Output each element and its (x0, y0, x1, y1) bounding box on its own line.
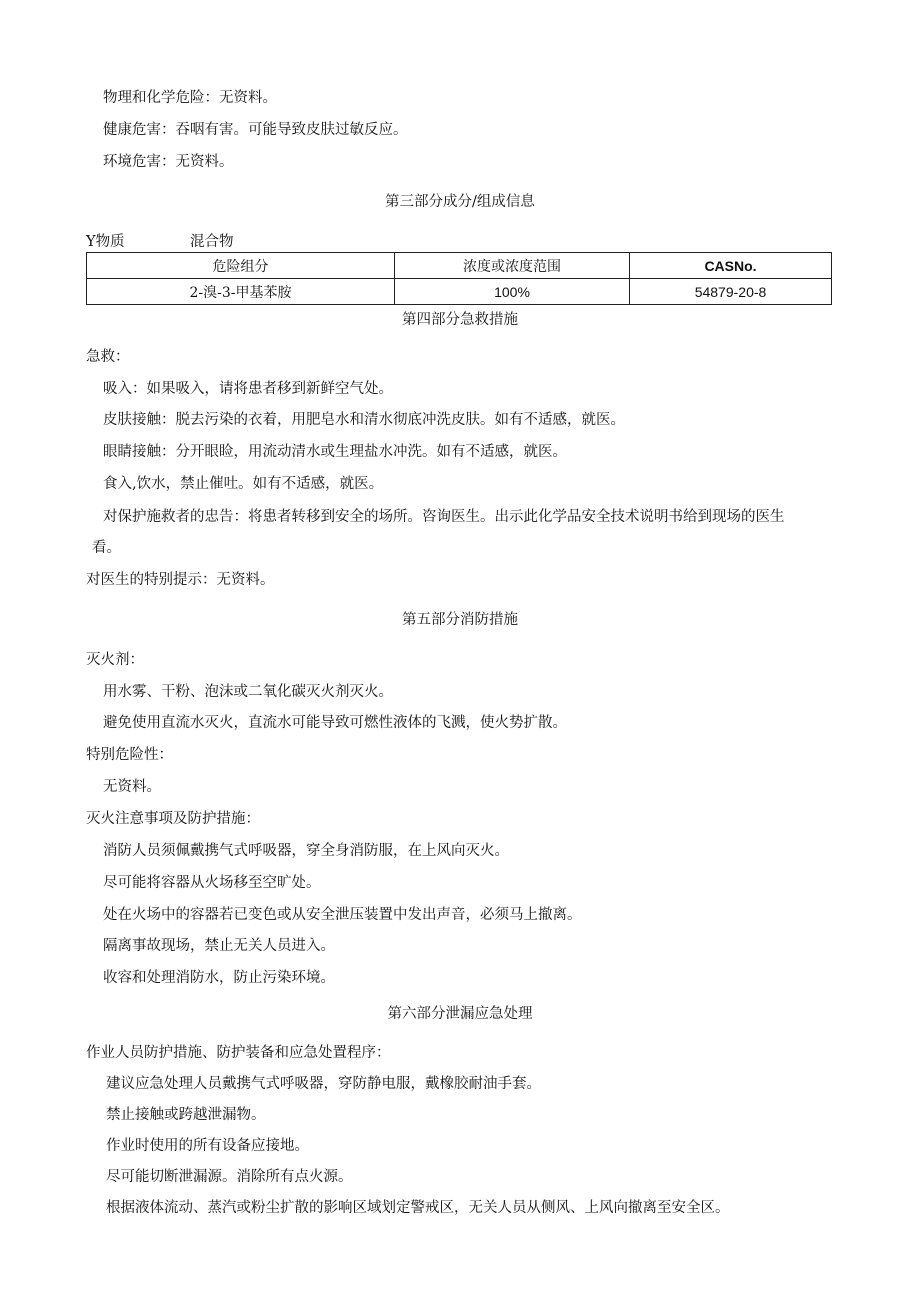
first-aid-label: 急救： (86, 349, 130, 365)
emergency-procedure-5: 根据液体流动、蒸汽或粉尘扩散的影响区域划定警戒区，无关人员从侧风、上风向撤离至安全区。 (106, 1200, 730, 1216)
header-cas: CASNo. (630, 253, 832, 279)
firefighting-precaution-2: 尽可能将容器从火场移至空旷处。 (103, 875, 321, 891)
header-component: 危险组分 (87, 253, 395, 279)
table-row (87, 279, 832, 305)
substance-label: Y物质 (86, 234, 125, 250)
section-5-heading: 第五部分消防措施 (402, 612, 518, 628)
cell-component: 2-溴-3-甲基苯胺 (87, 279, 395, 305)
section-4-heading: 第四部分急救措施 (402, 312, 518, 328)
table-header-row (87, 253, 832, 279)
cell-cas: 54879-20-8 (630, 279, 832, 305)
doctor-note-text: 对医生的特别提示：无资料。 (86, 572, 275, 588)
section-6-heading: 第六部分泄漏应急处理 (387, 1006, 533, 1022)
health-hazard-text: 健康危害：吞咽有害。可能导致皮肤过敏反应。 (103, 122, 408, 138)
emergency-procedure-1: 建议应急处理人员戴携气式呼吸器，穿防静电服，戴橡胶耐油手套。 (106, 1076, 541, 1092)
composition-table (86, 252, 832, 305)
firefighting-precaution-1: 消防人员须佩戴携气式呼吸器，穿全身消防服，在上风向灭火。 (103, 843, 509, 859)
rescuer-advice-text: 对保护施救者的忠告：将患者转移到安全的场所。咨询医生。出示此化学品安全技术说明书给到现场的医生 (103, 509, 785, 525)
emergency-procedure-label: 作业人员防护措施、防护装备和应急处置程序： (86, 1045, 391, 1061)
eye-contact-text: 眼睛接触：分开眼睑，用流动清水或生理盐水冲洗。如有不适感，就医。 (103, 444, 567, 460)
special-hazard-label: 特别危险性： (86, 747, 173, 763)
extinguishing-agent-text-1: 用水雾、干粉、泡沫或二氧化碳灭火剂灭火。 (103, 684, 393, 700)
firefighting-precaution-4: 隔离事故现场，禁止无关人员进入。 (103, 938, 335, 954)
extinguishing-agent-text-2: 避免使用直流水灭火，直流水可能导致可燃性液体的飞溅，使火势扩散。 (103, 715, 567, 731)
firefighting-precaution-3: 处在火场中的容器若已变色或从安全泄压装置中发出声音，必须马上撤离。 (103, 907, 582, 923)
emergency-procedure-4: 尽可能切断泄漏源。消除所有点火源。 (106, 1169, 353, 1185)
extinguishing-agent-label: 灭火剂： (86, 652, 144, 668)
header-concentration: 浓度或浓度范围 (395, 253, 630, 279)
cell-concentration: 100% (395, 279, 630, 305)
mixture-label: 混合物 (190, 234, 234, 250)
ingestion-text: 食入,饮水，禁止催吐。如有不适感，就医。 (103, 476, 384, 492)
rescuer-advice-continuation: 看。 (92, 540, 121, 556)
special-hazard-text: 无资料。 (103, 779, 161, 795)
environment-hazard-text: 环境危害：无资料。 (103, 154, 234, 170)
firefighting-precaution-5: 收容和处理消防水，防止污染环境。 (103, 970, 335, 986)
emergency-procedure-3: 作业时使用的所有设备应接地。 (106, 1138, 309, 1154)
firefighting-precaution-label: 灭火注意事项及防护措施： (86, 811, 260, 827)
skin-contact-text: 皮肤接触：脱去污染的衣着，用肥皂水和清水彻底冲洗皮肤。如有不适感，就医。 (103, 412, 625, 428)
inhalation-text: 吸入：如果吸入，请将患者移到新鲜空气处。 (103, 381, 393, 397)
physical-hazard-text: 物理和化学危险：无资料。 (103, 90, 277, 106)
emergency-procedure-2: 禁止接触或跨越泄漏物。 (106, 1107, 266, 1123)
section-3-heading: 第三部分成分/组成信息 (385, 194, 535, 210)
